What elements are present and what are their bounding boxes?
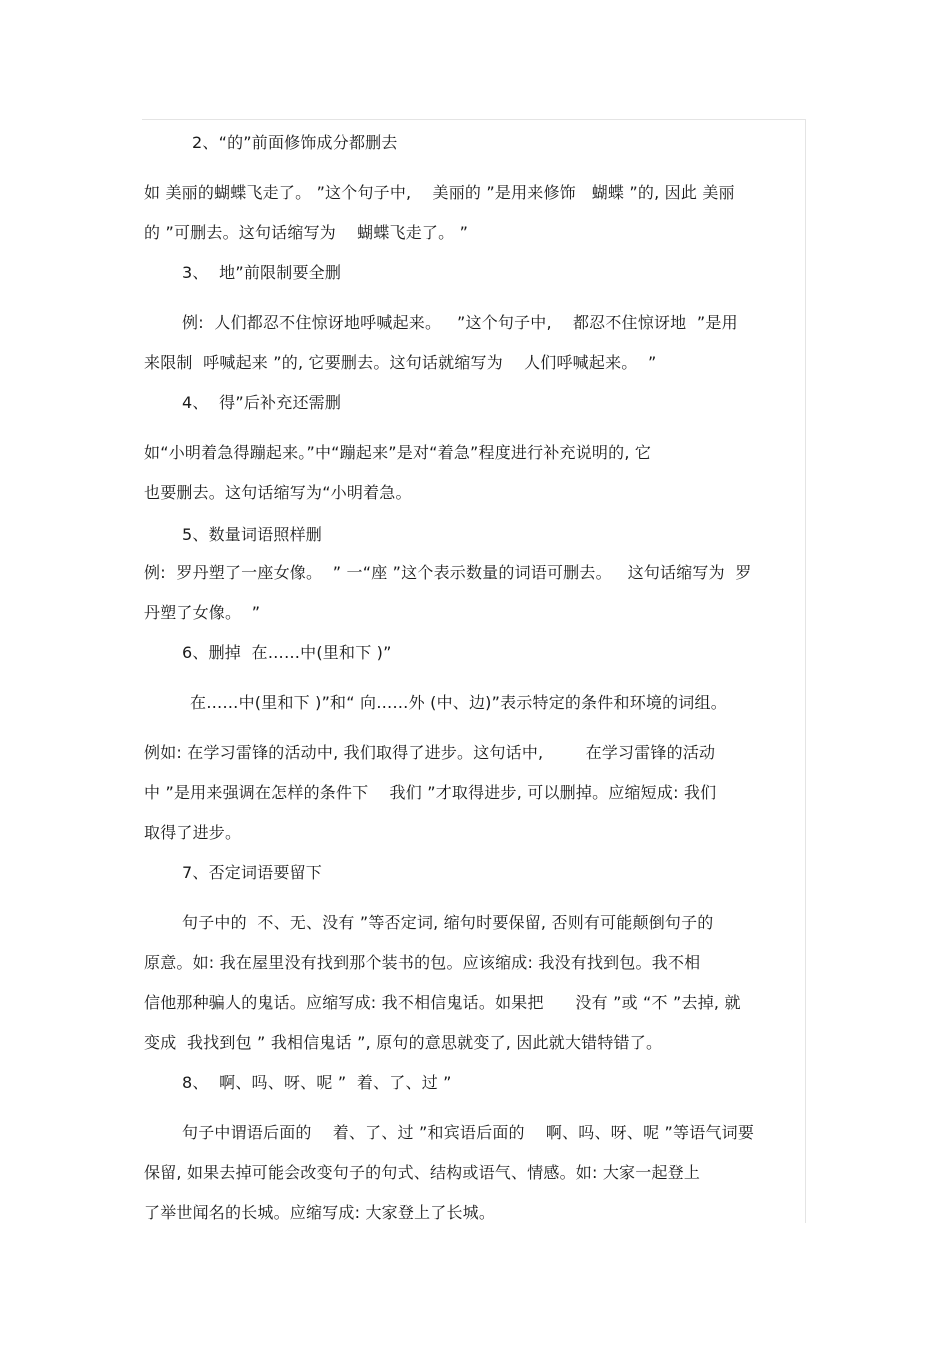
- section-heading: 7、否定词语要留下: [182, 863, 322, 882]
- section-heading: 4、 得”后补充还需删: [182, 393, 342, 412]
- paragraph-line: 丹塑了女像。 ”: [144, 603, 261, 622]
- paragraph-line: 句子中的 不、无、没有 ”等否定词, 缩句时要保留, 否则有可能颠倒句子的: [182, 913, 714, 932]
- page-frame: [142, 119, 806, 1223]
- paragraph-line: 的 ”可删去。这句话缩写为 蝴蝶飞走了。 ”: [144, 223, 469, 242]
- section-heading: 3、 地”前限制要全删: [182, 263, 342, 282]
- paragraph-line: 了举世闻名的长城。应缩写成: 大家登上了长城。: [144, 1203, 496, 1222]
- section-heading: 6、删掉 在……中(里和下 )”: [182, 643, 392, 662]
- paragraph-line: 取得了进步。: [144, 823, 242, 842]
- section-heading: 5、数量词语照样删: [182, 525, 322, 544]
- paragraph-line: 信他那种骗人的鬼话。应缩写成: 我不相信鬼话。如果把 没有 ”或 “不 ”去掉, 就: [144, 993, 741, 1012]
- paragraph-line: 原意。如: 我在屋里没有找到那个装书的包。应该缩成: 我没有找到包。我不相: [144, 953, 701, 972]
- section-heading: 8、 啊、吗、呀、呢 ” 着、了、过 ”: [182, 1073, 452, 1092]
- paragraph-line: 中 ”是用来强调在怎样的条件下 我们 ”才取得进步, 可以删掉。应缩短成: 我们: [144, 783, 717, 802]
- paragraph-line: 句子中谓语后面的 着、了、过 ”和宾语后面的 啊、吗、呀、呢 ”等语气词要: [182, 1123, 755, 1142]
- paragraph-line: 保留, 如果去掉可能会改变句子的句式、结构或语气、情感。如: 大家一起登上: [144, 1163, 701, 1182]
- paragraph-line: 也要删去。这句话缩写为“小明着急。: [144, 483, 412, 502]
- paragraph-line: 例: 人们都忍不住惊讶地呼喊起来。 ”这个句子中, 都忍不住惊讶地 ”是用: [182, 313, 738, 332]
- section-heading: 2、“的”前面修饰成分都删去: [192, 133, 398, 152]
- paragraph-line: 如 美丽的蝴蝶飞走了。 ”这个句子中, 美丽的 ”是用来修饰 蝴蝶 ”的, 因此 美丽: [144, 183, 735, 202]
- paragraph-line: 例如: 在学习雷锋的活动中, 我们取得了进步。这句话中, 在学习雷锋的活动: [144, 743, 716, 762]
- paragraph-line: 例: 罗丹塑了一座女像。 ” 一“座 ”这个表示数量的词语可删去。 这句话缩写为 罗: [144, 563, 752, 582]
- paragraph-line: 来限制 呼喊起来 ”的, 它要删去。这句话就缩写为 人们呼喊起来。 ”: [144, 353, 657, 372]
- paragraph-line: 如“小明着急得蹦起来。”中“蹦起来”是对“着急”程度进行补充说明的, 它: [144, 443, 652, 462]
- paragraph-line: 在……中(里和下 )”和“ 向……外 (中、边)”表示特定的条件和环境的词组。: [190, 693, 727, 712]
- paragraph-line: 变成 我找到包 ” 我相信鬼话 ”, 原句的意思就变了, 因此就大错特错了。: [144, 1033, 663, 1052]
